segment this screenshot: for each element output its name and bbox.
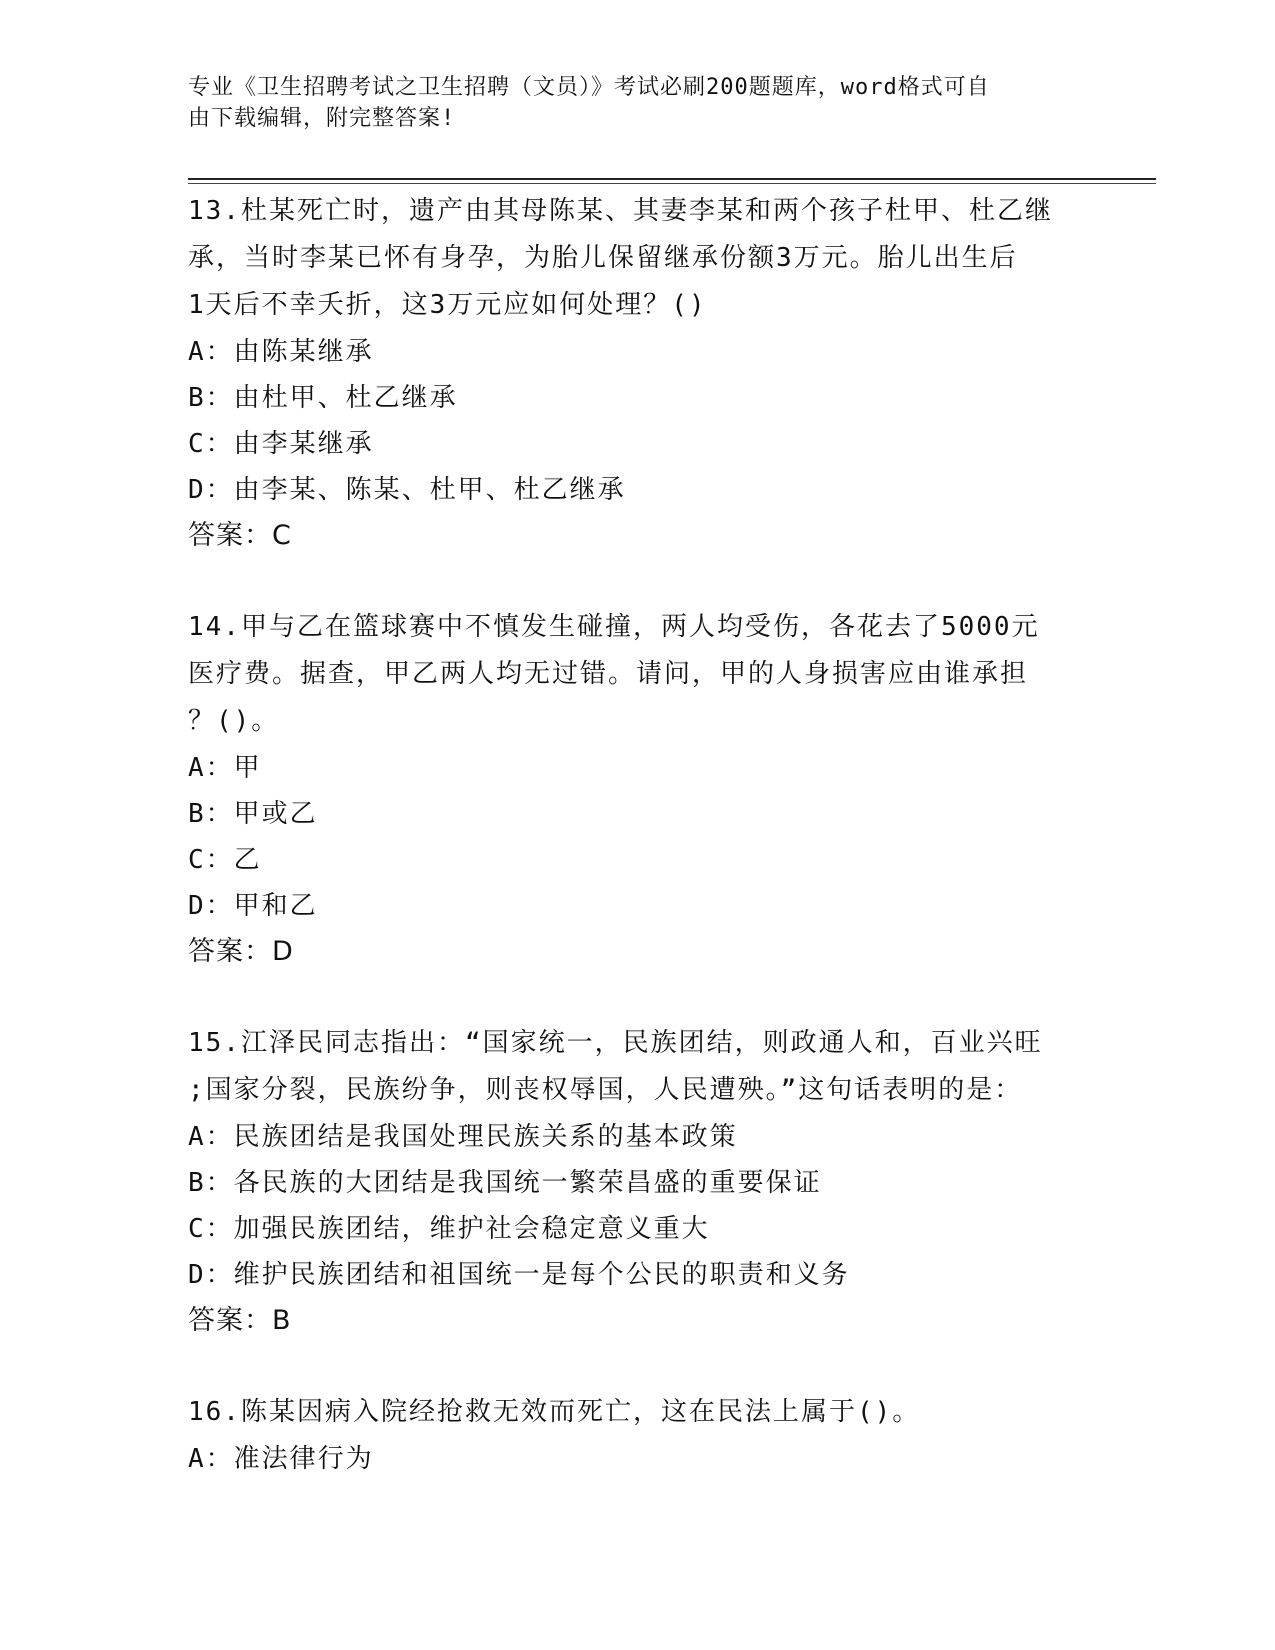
document-header [188, 72, 1088, 134]
option-b: B：甲或乙 [188, 799, 318, 829]
question-15 [188, 1020, 1088, 1344]
question-text-line: ？()。 [188, 706, 280, 736]
option-d: D：甲和乙 [188, 891, 318, 921]
question-text-line: ;国家分裂，民族纷争，则丧权辱国，人民遭殃。”这句话表明的是： [188, 1075, 1023, 1105]
option-d: D：维护民族团结和祖国统一是每个公民的职责和义务 [188, 1260, 850, 1290]
header-line-2: 由下载编辑，附完整答案! [188, 106, 456, 131]
header-line-1: 专业《卫生招聘考试之卫生招聘（文员）》考试必刷200题题库，word格式可自 [188, 75, 990, 100]
option-b: B：各民族的大团结是我国统一繁荣昌盛的重要保证 [188, 1168, 822, 1198]
answer-line: 答案：C [188, 520, 292, 551]
question-16 [188, 1389, 1088, 1482]
answer-line: 答案：D [188, 936, 294, 967]
header-divider-thin [188, 183, 1156, 184]
question-13 [188, 188, 1088, 559]
option-b: B：由杜甲、杜乙继承 [188, 383, 458, 413]
question-list [188, 188, 1088, 1527]
option-a: A：准法律行为 [188, 1444, 374, 1474]
answer-line: 答案：B [188, 1305, 292, 1336]
question-text-line: 14.甲与乙在篮球赛中不慎发生碰撞，两人均受伤，各花去了5000元 [188, 612, 1040, 642]
question-text-line: 承，当时李某已怀有身孕，为胎儿保留继承份额3万元。胎儿出生后 [188, 243, 1018, 273]
option-a: A：甲 [188, 753, 262, 783]
question-text-line: 13.杜某死亡时，遗产由其母陈某、其妻李某和两个孩子杜甲、杜乙继 [188, 196, 1053, 226]
option-c: C：加强民族团结，维护社会稳定意义重大 [188, 1214, 710, 1244]
question-14 [188, 604, 1088, 975]
question-text-line: 16.陈某因病入院经抢救无效而死亡，这在民法上属于()。 [188, 1397, 921, 1427]
option-a: A：由陈某继承 [188, 337, 374, 367]
question-text-line: 15.江泽民同志指出：“国家统一，民族团结，则政通人和，百业兴旺 [188, 1028, 1043, 1058]
question-text-line: 医疗费。据查，甲乙两人均无过错。请问，甲的人身损害应由谁承担 [188, 659, 1029, 689]
option-c: C：乙 [188, 845, 262, 875]
question-text-line: 1天后不幸夭折，这3万元应如何处理？() [188, 290, 707, 320]
option-a: A：民族团结是我国处理民族关系的基本政策 [188, 1122, 738, 1152]
option-d: D：由李某、陈某、杜甲、杜乙继承 [188, 475, 626, 505]
header-divider-thick [188, 178, 1156, 180]
option-c: C：由李某继承 [188, 429, 374, 459]
